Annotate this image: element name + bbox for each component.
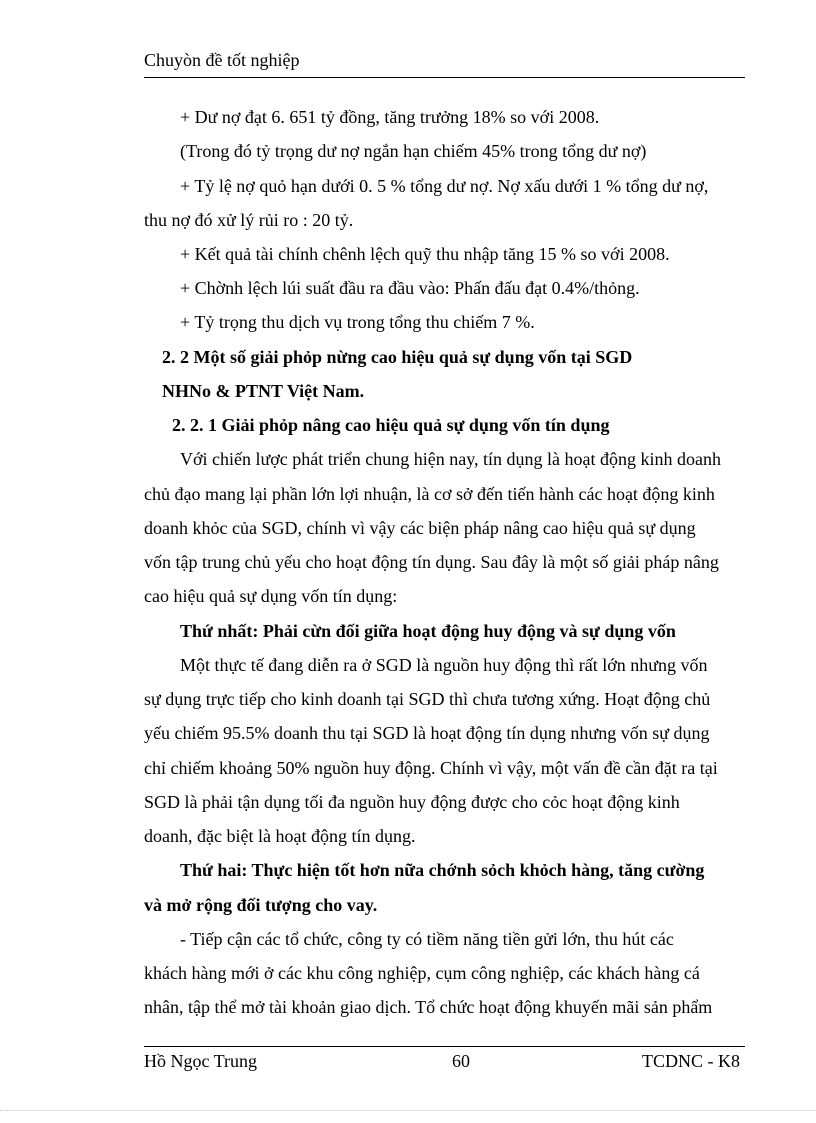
footer-course: TCDNC - K8 [642, 1051, 740, 1071]
paragraph-line: thu nợ đó xử lý rủi ro : 20 tỷ. [144, 210, 354, 230]
emphasis-heading: Thứ hai: Thực hiện tốt hơn nữa chớnh sỏch khỏch hàng, tăng cường [180, 860, 705, 880]
paragraph-line: khách hàng mới ở các khu công nghiệp, cụm công nghiệp, các khách hàng cá [144, 963, 700, 983]
page-edge [0, 1110, 816, 1111]
paragraph-line: SGD là phải tận dụng tối đa nguồn huy động được cho cỏc hoạt động kinh [144, 792, 680, 812]
paragraph-line: nhân, tập thể mở tài khoản giao dịch. Tổ chức hoạt động khuyến mãi sản phẩm [144, 997, 713, 1017]
paragraph-line: + Tỷ lệ nợ quỏ hạn dưới 0. 5 % tổng dư nợ. Nợ xấu dưới 1 % tổng dư nợ, [180, 176, 709, 196]
paragraph-line: + Chờnh lệch lúi suất đầu ra đầu vào: Phấn đấu đạt 0.4%/thỏng. [180, 278, 640, 298]
paragraph-line: + Dư nợ đạt 6. 651 tỷ đồng, tăng trưởng 18% so với 2008. [180, 107, 600, 127]
paragraph-line: + Tỷ trọng thu dịch vụ trong tổng thu chiếm 7 %. [180, 312, 535, 332]
running-header: Chuyòn đề tốt nghiệp [144, 50, 300, 70]
section-heading: 2. 2 Một số giải phỏp nừng cao hiệu quả sự dụng vốn tại SGD [162, 347, 633, 367]
paragraph-line: + Kết quả tài chính chênh lệch quỹ thu nhập tăng 15 % so với 2008. [180, 244, 670, 264]
paragraph-line: Một thực tế đang diễn ra ở SGD là nguồn huy động thì rất lớn nhưng vốn [180, 655, 708, 675]
paragraph-line: doanh khỏc của SGD, chính vì vậy các biện pháp nâng cao hiệu quả sự dụng [144, 518, 696, 538]
paragraph-line: yếu chiếm 95.5% doanh thu tại SGD là hoạt động tín dụng nhưng vốn sự dụng [144, 723, 710, 743]
paragraph-line: Với chiến lược phát triển chung hiện nay, tín dụng là hoạt động kinh doanh [180, 449, 722, 469]
paragraph-line: - Tiếp cận các tổ chức, công ty có tiềm năng tiền gửi lớn, thu hút các [180, 929, 674, 949]
paragraph-line: sự dụng trực tiếp cho kinh doanh tại SGD thì chưa tương xứng. Hoạt động chủ [144, 689, 711, 709]
header-rule [144, 77, 745, 78]
paragraph-line: chỉ chiếm khoảng 50% nguồn huy động. Chính vì vậy, một vấn đề cần đặt ra tại [144, 758, 718, 778]
paragraph-line: cao hiệu quả sự dụng vốn tín dụng: [144, 586, 398, 606]
paragraph-line: (Trong đó tỷ trọng dư nợ ngắn hạn chiếm 45% trong tổng dư nợ) [180, 141, 647, 161]
subsection-heading: 2. 2. 1 Giải phỏp nâng cao hiệu quả sự dụng vốn tín dụng [172, 415, 610, 435]
emphasis-heading: và mở rộng đối tượng cho vay. [144, 895, 378, 915]
paragraph-line: chủ đạo mang lại phần lớn lợi nhuận, là cơ sở đến tiến hành các hoạt động kinh [144, 484, 715, 504]
emphasis-heading: Thứ nhất: Phải cừn đối giữa hoạt động huy động và sự dụng vốn [180, 621, 676, 641]
footer-rule [144, 1046, 745, 1047]
section-heading: NHNo & PTNT Việt Nam. [162, 381, 365, 401]
paragraph-line: doanh, đặc biệt là hoạt động tín dụng. [144, 826, 416, 846]
footer-author: Hồ Ngọc Trung [144, 1051, 258, 1071]
page-number: 60 [452, 1051, 470, 1071]
paragraph-line: vốn tập trung chủ yếu cho hoạt động tín dụng. Sau đây là một số giải pháp nâng [144, 552, 719, 572]
